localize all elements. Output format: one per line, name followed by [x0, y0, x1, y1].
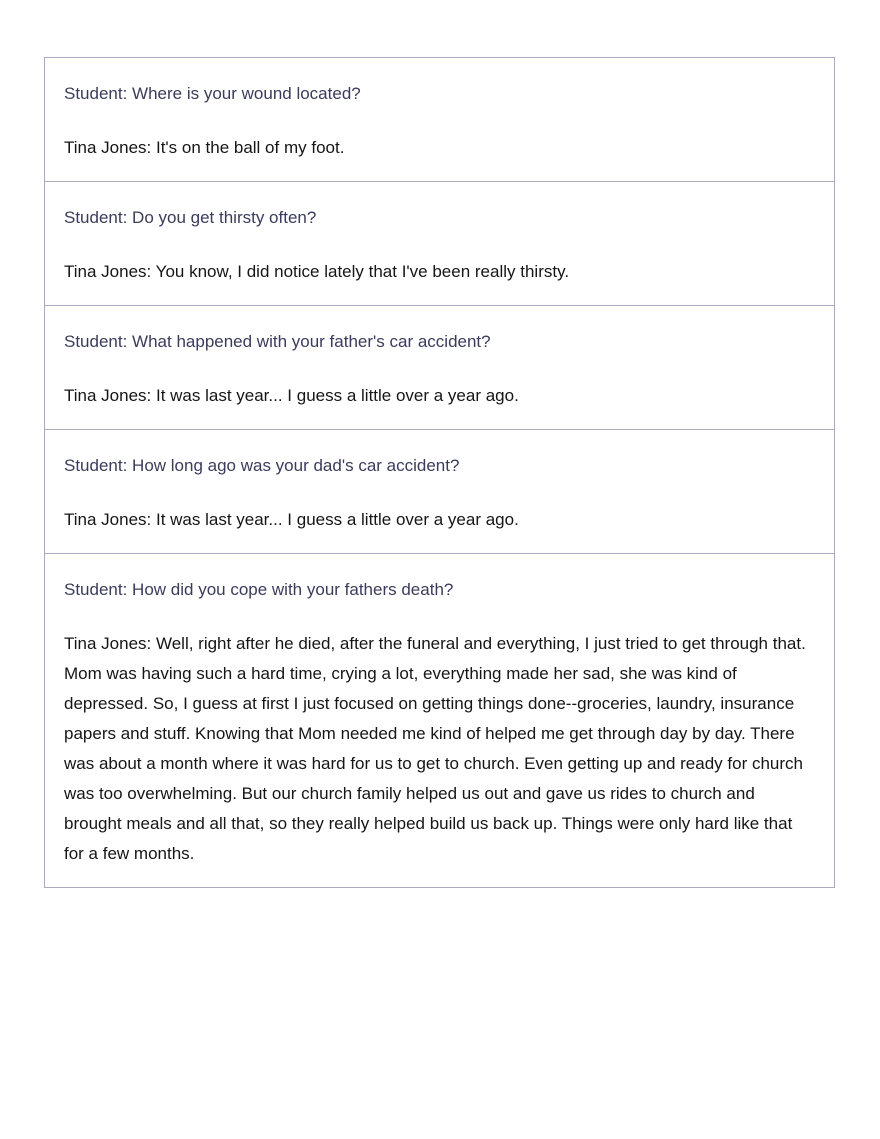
- exchange-row: [45, 554, 834, 888]
- patient-answer: Tina Jones: It's on the ball of my foot.: [64, 138, 345, 157]
- student-question: Student: What happened with your father's car accident?: [64, 332, 491, 351]
- student-question: Student: How did you cope with your fathers death?: [64, 580, 454, 599]
- exchange-row: [45, 430, 834, 554]
- patient-answer: Tina Jones: It was last year... I guess a little over a year ago.: [64, 386, 519, 405]
- conversation-log: [44, 57, 835, 888]
- student-question: Student: Where is your wound located?: [64, 84, 361, 103]
- patient-answer: Tina Jones: You know, I did notice lately that I've been really thirsty.: [64, 262, 570, 281]
- exchange-row: [45, 182, 834, 306]
- patient-answer: Tina Jones: Well, right after he died, after the funeral and everything, I just tried to get through that. Mom was having such a hard time, crying a lot, everything made her sad, she was kind of depressed. So, I guess at first I just focused on getting things done--groceries, laundry, insurance papers and stuff. Knowing that Mom needed me kind of helped me get through day by day. There was about a month where it was hard for us to get to church. Even getting up and ready for church was too overwhelming. But our church family helped us out and gave us rides to church and brought meals and all that, so they really helped build us back up. Things were only hard like that for a few months.: [64, 634, 806, 863]
- exchange-row: [45, 58, 834, 182]
- patient-answer: Tina Jones: It was last year... I guess a little over a year ago.: [64, 510, 519, 529]
- student-question: Student: How long ago was your dad's car accident?: [64, 456, 460, 475]
- exchange-row: [45, 306, 834, 430]
- student-question: Student: Do you get thirsty often?: [64, 208, 317, 227]
